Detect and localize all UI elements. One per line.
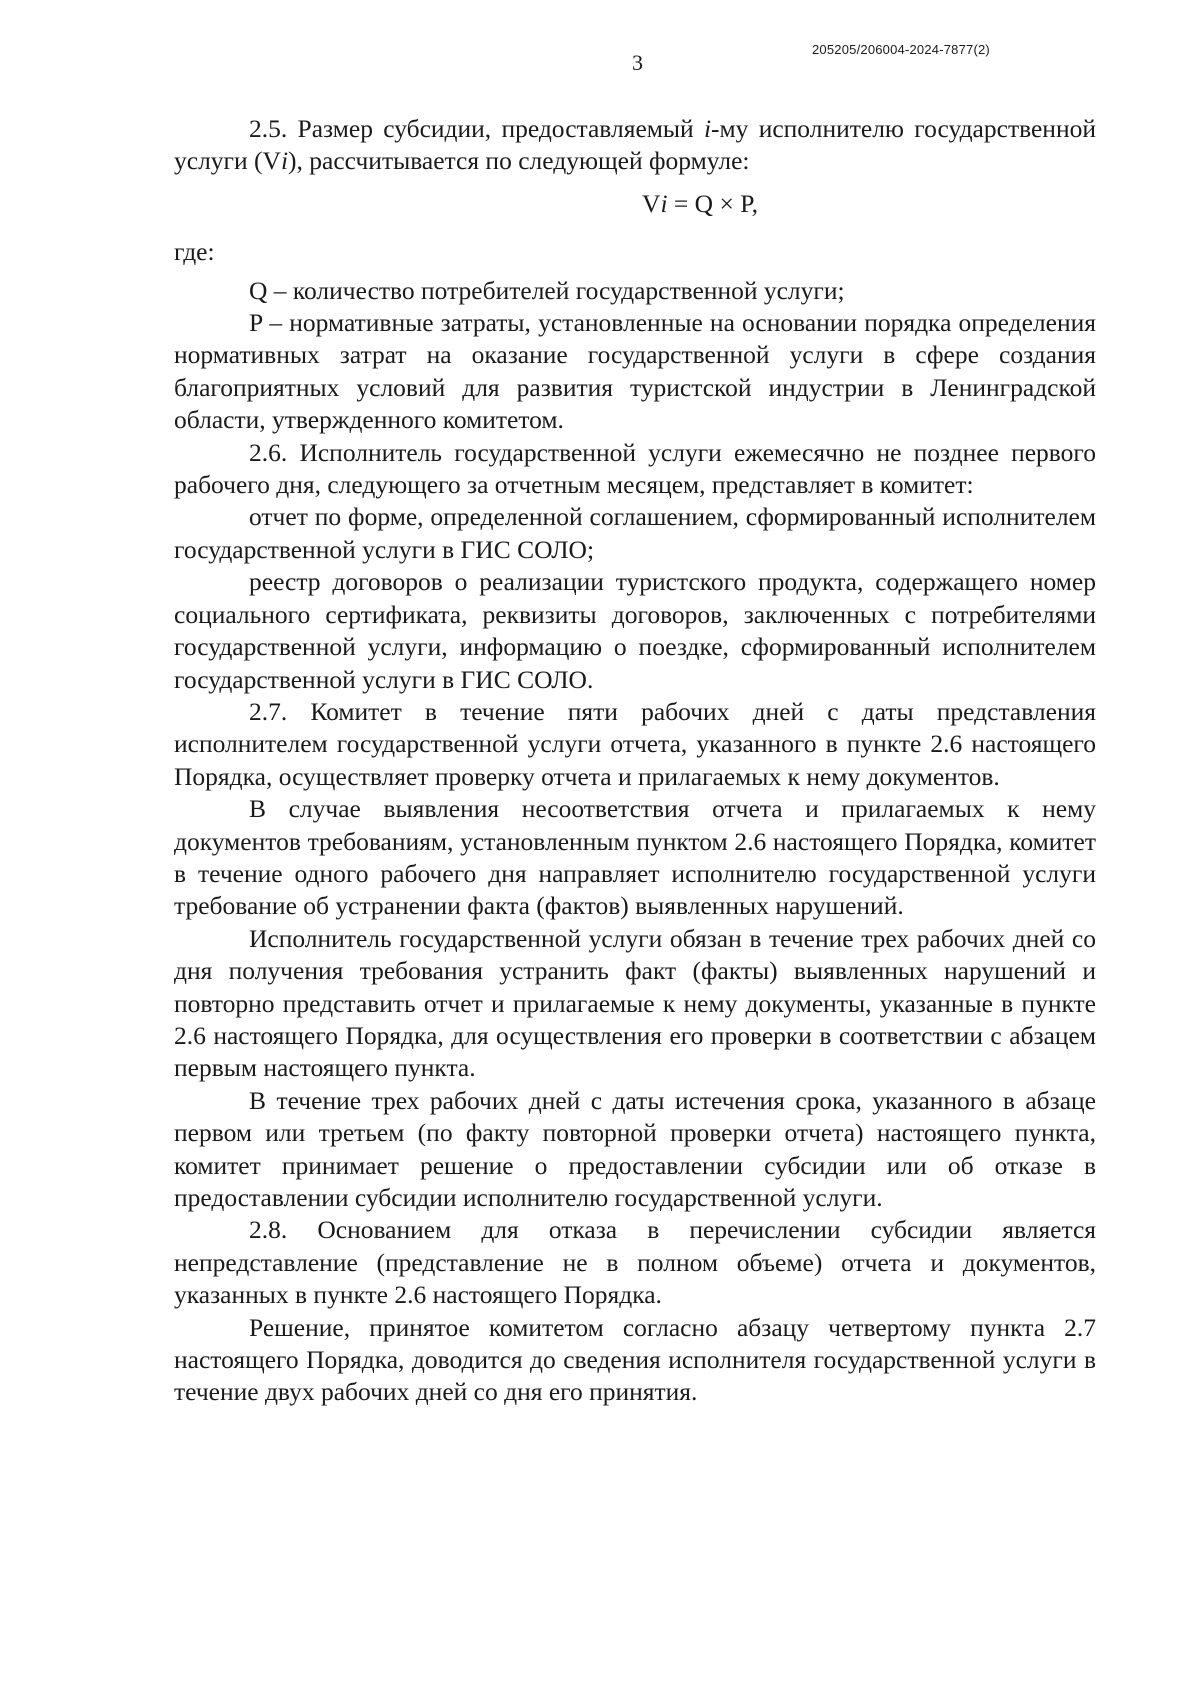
subsidy-formula <box>174 188 1096 220</box>
paragraph-2-7-fourth: В течение трех рабочих дней с даты истечения срока, указанного в абзаце первом или третьем (по факту повторной проверки отчета) настоящего пункта, комитет принимает решение о предоставлении субсидии или об отказе в предоставлении субсидии исполнителю государственной услуги. <box>174 1085 1096 1212</box>
paragraph-2-8-second: Решение, принятое комитетом согласно абзацу четвертому пункта 2.7 настоящего Порядка, доводится до сведения исполнителя государственной услуги в течение двух рабочих дней со дня его принятия. <box>174 1312 1096 1407</box>
index-i: i <box>280 146 289 176</box>
paragraph-2-6-registry: реестр договоров о реализации туристского продукта, содержащего номер социального сертификата, реквизиты договоров, заключенных с потребителями государственной услуги, информацию о поездке, сформированный исполнителем государственной услуги в ГИС СОЛО. <box>174 567 1096 694</box>
paragraph-2-8: 2.8. Основанием для отказа в перечислении субсидии является непредставление (представление не в полном объеме) отчета и документов, указанных в пункте 2.6 настоящего Порядка. <box>174 1215 1096 1310</box>
formula-index-i: i <box>660 188 668 218</box>
paragraph-2-7: 2.7. Комитет в течение пяти рабочих дней с даты представления исполнителем государственной услуги отчета, указанного в пункте 2.6 настоящего Порядка, осуществляет проверку отчета и прилагаемых к нему документов. <box>174 696 1096 791</box>
paragraph-2-5 <box>174 113 1096 178</box>
page-number: 3 <box>632 50 643 75</box>
document-body <box>174 113 1096 1409</box>
paragraph-2-5-text-c: ), рассчитывается по следующей формуле: <box>288 146 750 176</box>
paragraph-2-7-second: В случае выявления несоответствия отчета и прилагаемых к нему документов требованиям, установленным пунктом 2.6 настоящего Порядка, комитет в течение одного рабочего дня направляет исполнителю государственной услуги требование об устранении факта (фактов) выявленных нарушений. <box>174 794 1096 921</box>
where-label: где: <box>174 237 215 267</box>
index-i: i <box>703 114 712 143</box>
paragraph-2-5-text-b: -му исполнителю государственной услуги (V <box>174 114 1096 176</box>
document-registration-code: 205205/206004-2024-7877(2) <box>812 42 990 57</box>
formula-v: V <box>642 188 661 218</box>
paragraph-2-6-report: отчет по форме, определенной соглашением, сформированный исполнителем государственной услуги в ГИС СОЛО; <box>174 502 1096 564</box>
definition-q: Q – количество потребителей государственной услуги; <box>249 275 845 305</box>
paragraph-2-7-third: Исполнитель государственной услуги обязан в течение трех рабочих дней со дня получения требования устранить факт (факты) выявленных нарушений и повторно представить отчет и прилагаемые к нему документы, указанные в пункте 2.6 настоящего Порядка, для осуществления его проверки в соответствии с абзацем первым настоящего пункта. <box>174 923 1096 1083</box>
paragraph-2-5-text-a: Размер субсидии, предоставляемый <box>287 114 704 143</box>
definition-p: P – нормативные затраты, установленные на основании порядка определения нормативных затрат на оказание государственной услуги в сфере создания благоприятных условий для развития туристской индустрии в Ленинградской области, утвержденного комитетом. <box>174 308 1096 435</box>
formula-rest: = Q × P, <box>667 188 758 218</box>
paragraph-2-6: 2.6. Исполнитель государственной услуги ежемесячно не позднее первого рабочего дня, следующего за отчетным месяцем, представляет в комитет: <box>174 437 1096 500</box>
clause-number: 2.5. <box>249 114 288 143</box>
